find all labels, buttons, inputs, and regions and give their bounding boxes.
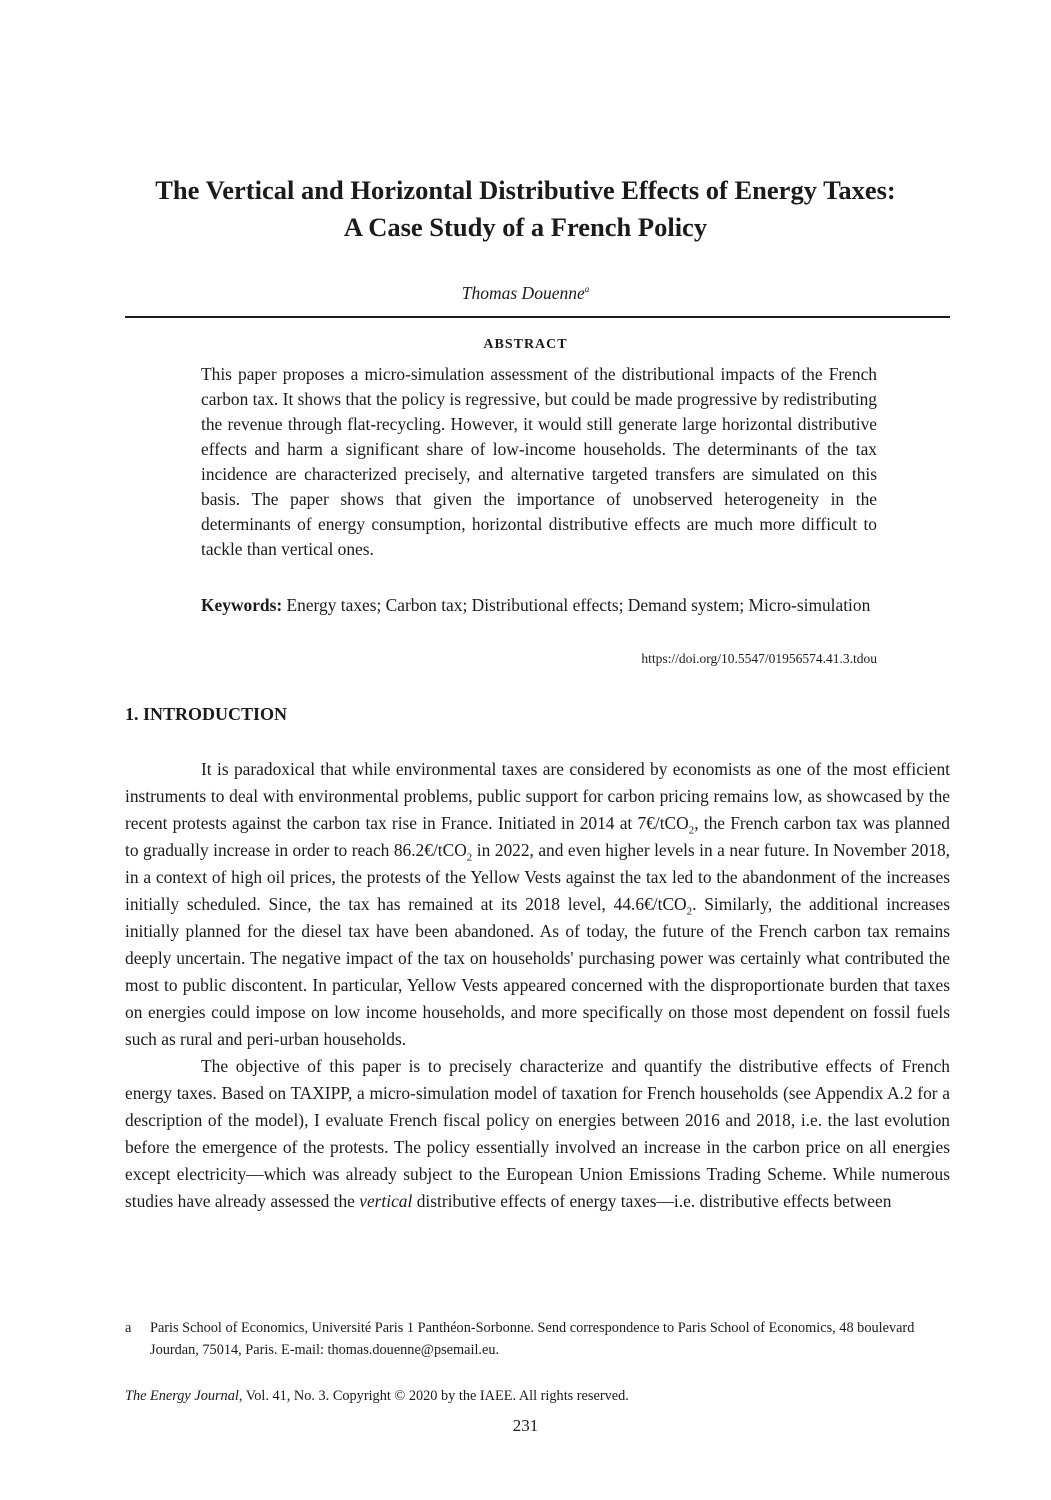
p2-emphasis: vertical: [359, 1191, 413, 1211]
author-name: Thomas Douenne: [461, 283, 585, 303]
footnote: [125, 1317, 950, 1361]
footnote-text: Paris School of Economics, Université Paris 1 Panthéon-Sorbonne. Send correspondence to Paris School of Economics, 48 boulevard Jourdan, 75014, Paris. E-mail: thomas.douenne@psemail.eu.: [150, 1320, 915, 1358]
p2-segment-2: distributive effects of energy taxes—i.e. distributive effects between: [412, 1191, 892, 1211]
paper-title-line-1: The Vertical and Horizontal Distributive Effects of Energy Taxes:: [155, 175, 896, 205]
journal-name: The Energy Journal: [125, 1388, 239, 1404]
section-heading-introduction: 1. INTRODUCTION: [125, 704, 288, 724]
p1-segment-4: . Similarly, the additional increases initially planned for the diesel tax have been abandoned. As of today, the future of the French carbon tax remains deeply uncertain. The negative impact of the tax on households' purchasing power was certainly what contributed the most to public discontent. In particular, Yellow Vests appeared concerned with the disproportionate burden that taxes on energies could impose on low income households, and more specifically on those most dependent on fossil fuels such as rural and peri-urban households.: [125, 894, 950, 1049]
co2-subscript: 2: [688, 824, 695, 837]
p1-segment-3: in 2022, and even higher levels in a near future. In November 2018, in a context of high oil prices, the protests of the Yellow Vests against the tax led to the abandonment of the increases initially scheduled. Since, the tax has remained at its 2018 level, 44.6€/tCO: [125, 840, 950, 914]
paper-title-line-2: A Case Study of a French Policy: [343, 212, 708, 242]
header-rule: [125, 316, 950, 318]
paper-title: [0, 172, 1051, 246]
co2-subscript: 2: [466, 851, 473, 864]
author-affiliation-mark: a: [584, 284, 590, 295]
journal-citation: [125, 1386, 629, 1406]
p2-segment-1: The objective of this paper is to precisely characterize and quantify the distributive effects of French energy taxes. Based on TAXIPP, a micro-simulation model of taxation for French households (see Appendix A.2 for a description of the model), I evaluate French fiscal policy on energies between 2016 and 2018, i.e. the last evolution before the emergence of the protests. The policy essentially involved an increase in the carbon price on all energies except electricity—which was already subject to the European Union Emissions Trading Scheme. While numerous studies have already assessed the: [125, 1056, 950, 1211]
abstract-heading: ABSTRACT: [483, 337, 568, 352]
p1-segment-1: It is paradoxical that while environmental taxes are considered by economists as one of the most efficient instruments to deal with environmental problems, public support for carbon pricing remains low, as showcased by the recent protests against the carbon tax rise in France. Initiated in 2014 at 7€/tCO: [125, 759, 950, 833]
introduction-paragraph-1: [125, 756, 950, 1053]
journal-details: , Vol. 41, No. 3. Copyright © 2020 by the IAEE. All rights reserved.: [238, 1388, 629, 1404]
introduction-paragraph-2: [125, 1053, 950, 1215]
keywords-list: Energy taxes; Carbon tax; Distributional effects; Demand system; Micro-simulation: [286, 595, 871, 615]
introduction-body: [125, 756, 950, 1215]
keywords-label: Keywords:: [201, 595, 283, 615]
footnote-mark: a: [125, 1320, 132, 1336]
abstract-text: This paper proposes a micro-simulation assessment of the distributional impacts of the French carbon tax. It shows that the policy is regressive, but could be made progressive by redistributing the revenue through flat-recycling. However, it would still generate large horizontal distributive effects and harm a significant share of low-income households. The determinants of the tax incidence are characterized precisely, and alternative targeted transfers are simulated on this basis. The paper shows that given the importance of unobserved heterogeneity in the determinants of energy consumption, horizontal distributive effects are much more difficult to tackle than vertical ones.: [201, 364, 877, 559]
keywords: [201, 593, 877, 618]
page-number: 231: [512, 1416, 539, 1435]
p1-segment-2: , the French carbon tax was planned to gradually increase in order to reach 86.2€/tCO: [125, 813, 950, 860]
doi-link[interactable]: https://doi.org/10.5547/01956574.41.3.tdou: [641, 651, 877, 666]
co2-subscript: 2: [686, 905, 693, 918]
author-line: [0, 281, 1051, 305]
